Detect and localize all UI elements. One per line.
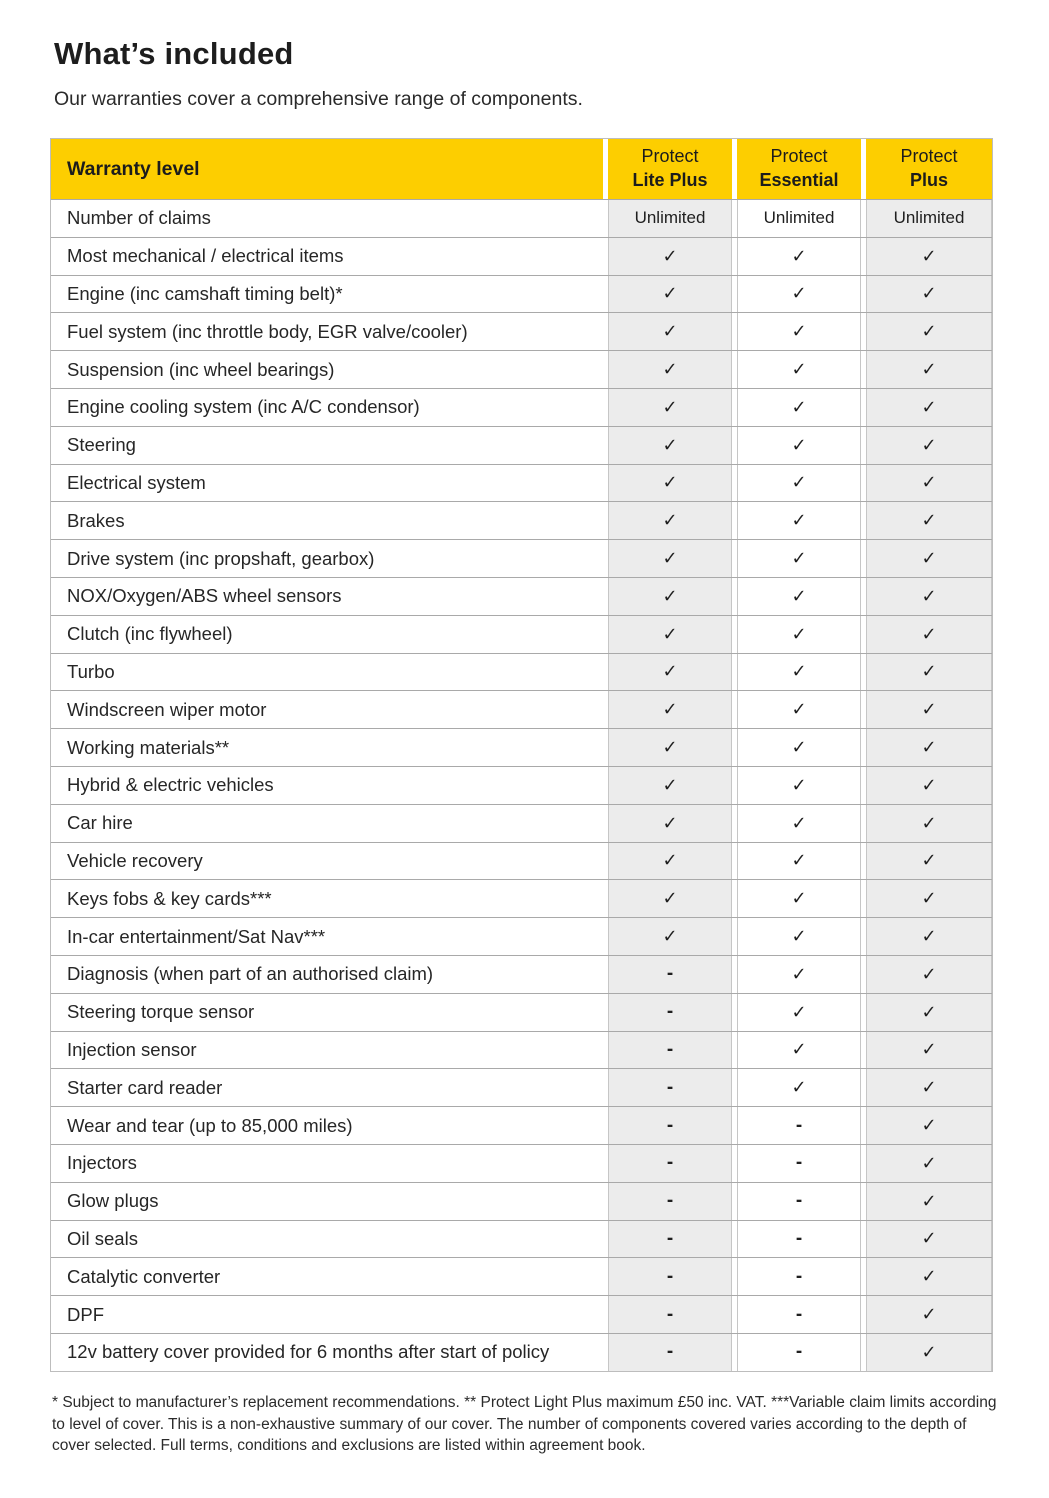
cell-protect-plus: ✓ — [866, 1183, 992, 1220]
table-row — [51, 804, 992, 842]
cell-protect-lite-plus: - — [608, 1069, 732, 1106]
table-row — [51, 1068, 992, 1106]
cell-protect-lite-plus: ✓ — [608, 540, 732, 577]
cell-protect-essential: - — [737, 1296, 861, 1333]
cell-protect-plus: ✓ — [866, 994, 992, 1031]
table-row — [51, 350, 992, 388]
cell-protect-essential: ✓ — [737, 880, 861, 917]
cell-protect-essential: ✓ — [737, 389, 861, 426]
cell-protect-lite-plus: ✓ — [608, 691, 732, 728]
table-row — [51, 1295, 992, 1333]
cell-protect-plus: ✓ — [866, 729, 992, 766]
row-label: NOX/Oxygen/ABS wheel sensors — [67, 585, 342, 607]
cell-protect-lite-plus: ✓ — [608, 616, 732, 653]
cell-protect-lite-plus: - — [608, 994, 732, 1031]
row-label: Windscreen wiper motor — [67, 698, 267, 720]
cell-protect-lite-plus: - — [608, 1221, 732, 1258]
warranty-comparison-table — [50, 138, 993, 1372]
cell-protect-plus: Unlimited — [866, 200, 992, 237]
cell-protect-essential: ✓ — [737, 1069, 861, 1106]
cell-protect-lite-plus: - — [608, 1183, 732, 1220]
cell-protect-plus: ✓ — [866, 1296, 992, 1333]
page-title: What’s included — [54, 36, 294, 71]
cell-protect-essential: ✓ — [737, 578, 861, 615]
cell-protect-essential: ✓ — [737, 654, 861, 691]
row-label: Starter card reader — [67, 1076, 223, 1098]
cell-protect-lite-plus: ✓ — [608, 578, 732, 615]
table-row — [51, 766, 992, 804]
table-row — [51, 1031, 992, 1069]
header-protect-plus-line1: Protect — [900, 146, 958, 167]
cell-protect-essential: ✓ — [737, 767, 861, 804]
cell-protect-lite-plus: ✓ — [608, 427, 732, 464]
row-label: Engine (inc camshaft timing belt)* — [67, 282, 343, 304]
cell-protect-plus: ✓ — [866, 313, 992, 350]
cell-protect-essential: - — [737, 1221, 861, 1258]
row-label: Oil seals — [67, 1227, 138, 1249]
cell-protect-essential: ✓ — [737, 616, 861, 653]
cell-protect-essential: - — [737, 1145, 861, 1182]
cell-protect-essential: ✓ — [737, 427, 861, 464]
row-label: Fuel system (inc throttle body, EGR valve/cooler) — [67, 320, 468, 342]
cell-protect-essential: ✓ — [737, 843, 861, 880]
table-row — [51, 1106, 992, 1144]
row-label: DPF — [67, 1303, 104, 1325]
row-label: Electrical system — [67, 471, 206, 493]
header-protect-essential-line2: Essential — [759, 170, 839, 190]
cell-protect-lite-plus: ✓ — [608, 654, 732, 691]
cell-protect-essential: ✓ — [737, 502, 861, 539]
cell-protect-lite-plus: ✓ — [608, 313, 732, 350]
cell-protect-plus: ✓ — [866, 389, 992, 426]
cell-protect-plus: ✓ — [866, 956, 992, 993]
header-protect-lite-plus-line1: Protect — [641, 146, 699, 167]
row-label: Glow plugs — [67, 1190, 159, 1212]
cell-protect-lite-plus: Unlimited — [608, 200, 732, 237]
cell-protect-plus: ✓ — [866, 843, 992, 880]
cell-protect-lite-plus: ✓ — [608, 843, 732, 880]
table-row — [51, 275, 992, 313]
table-row — [51, 199, 992, 237]
table-row — [51, 1182, 992, 1220]
cell-protect-plus: ✓ — [866, 1258, 992, 1295]
cell-protect-lite-plus: - — [608, 1334, 732, 1371]
cell-protect-lite-plus: ✓ — [608, 351, 732, 388]
cell-protect-lite-plus: - — [608, 956, 732, 993]
row-label: In-car entertainment/Sat Nav*** — [67, 925, 326, 947]
cell-protect-essential: ✓ — [737, 691, 861, 728]
table-row — [51, 993, 992, 1031]
cell-protect-plus: ✓ — [866, 767, 992, 804]
cell-protect-essential: ✓ — [737, 351, 861, 388]
cell-protect-plus: ✓ — [866, 1145, 992, 1182]
cell-protect-essential: ✓ — [737, 1032, 861, 1069]
header-protect-lite-plus-line2: Lite Plus — [632, 170, 708, 190]
cell-protect-essential: ✓ — [737, 956, 861, 993]
cell-protect-plus: ✓ — [866, 805, 992, 842]
row-label: Injection sensor — [67, 1038, 197, 1060]
table-body — [51, 199, 992, 1371]
cell-protect-plus: ✓ — [866, 691, 992, 728]
cell-protect-plus: ✓ — [866, 427, 992, 464]
cell-protect-plus: ✓ — [866, 880, 992, 917]
cell-protect-lite-plus: ✓ — [608, 918, 732, 955]
cell-protect-essential: ✓ — [737, 918, 861, 955]
cell-protect-lite-plus: ✓ — [608, 767, 732, 804]
cell-protect-lite-plus: - — [608, 1032, 732, 1069]
cell-protect-essential: ✓ — [737, 238, 861, 275]
cell-protect-lite-plus: ✓ — [608, 880, 732, 917]
cell-protect-essential: ✓ — [737, 729, 861, 766]
table-row — [51, 728, 992, 766]
table-row — [51, 917, 992, 955]
cell-protect-lite-plus: - — [608, 1107, 732, 1144]
table-row — [51, 842, 992, 880]
cell-protect-lite-plus: - — [608, 1258, 732, 1295]
table-row — [51, 615, 992, 653]
header-protect-essential — [737, 139, 861, 199]
cell-protect-plus: ✓ — [866, 654, 992, 691]
cell-protect-lite-plus: - — [608, 1145, 732, 1182]
cell-protect-plus: ✓ — [866, 276, 992, 313]
row-label: Most mechanical / electrical items — [67, 245, 344, 267]
header-protect-lite-plus — [608, 139, 732, 199]
row-label: Catalytic converter — [67, 1265, 221, 1287]
cell-protect-plus: ✓ — [866, 616, 992, 653]
cell-protect-lite-plus: ✓ — [608, 805, 732, 842]
table-row — [51, 388, 992, 426]
table-row — [51, 539, 992, 577]
row-label: Brakes — [67, 509, 125, 531]
row-label: Drive system (inc propshaft, gearbox) — [67, 547, 375, 569]
table-row — [51, 879, 992, 917]
cell-protect-essential: ✓ — [737, 805, 861, 842]
page-subtitle: Our warranties cover a comprehensive range of components. — [54, 88, 583, 110]
cell-protect-plus: ✓ — [866, 578, 992, 615]
cell-protect-plus: ✓ — [866, 351, 992, 388]
cell-protect-essential: - — [737, 1183, 861, 1220]
row-label: Clutch (inc flywheel) — [67, 623, 233, 645]
header-protect-plus-line2: Plus — [909, 170, 948, 190]
row-label: Steering — [67, 434, 136, 456]
row-label: Diagnosis (when part of an authorised claim) — [67, 963, 434, 985]
table-row — [51, 501, 992, 539]
header-protect-essential-line1: Protect — [770, 146, 828, 167]
cell-protect-plus: ✓ — [866, 1107, 992, 1144]
footnote: * Subject to manufacturer’s replacement recommendations. ** Protect Light Plus maximum £50 inc. VAT. ***Variable claim limits according to level of cover. This is a non-exhaustive summary of our cover. The number of components covered varies according to the depth of cover selected. Full terms, conditions and exclusions are listed within agreement book. — [52, 1394, 997, 1455]
row-label: Turbo — [67, 660, 115, 682]
cell-protect-plus: ✓ — [866, 918, 992, 955]
table-row — [51, 237, 992, 275]
cell-protect-essential: - — [737, 1334, 861, 1371]
table-row — [51, 955, 992, 993]
table-row — [51, 653, 992, 691]
row-label: Vehicle recovery — [67, 849, 203, 871]
cell-protect-lite-plus: ✓ — [608, 276, 732, 313]
cell-protect-essential: ✓ — [737, 994, 861, 1031]
cell-protect-essential: ✓ — [737, 313, 861, 350]
cell-protect-plus: ✓ — [866, 502, 992, 539]
cell-protect-essential: - — [737, 1107, 861, 1144]
cell-protect-lite-plus: - — [608, 1296, 732, 1333]
table-row — [51, 1220, 992, 1258]
cell-protect-essential: - — [737, 1258, 861, 1295]
cell-protect-plus: ✓ — [866, 1221, 992, 1258]
header-protect-plus — [866, 139, 992, 199]
row-label: Car hire — [67, 812, 133, 834]
cell-protect-lite-plus: ✓ — [608, 729, 732, 766]
cell-protect-plus: ✓ — [866, 238, 992, 275]
table-row — [51, 1257, 992, 1295]
cell-protect-plus: ✓ — [866, 1334, 992, 1371]
row-label: Keys fobs & key cards*** — [67, 887, 272, 909]
row-label: Injectors — [67, 1152, 137, 1174]
cell-protect-lite-plus: ✓ — [608, 502, 732, 539]
cell-protect-lite-plus: ✓ — [608, 238, 732, 275]
cell-protect-plus: ✓ — [866, 1032, 992, 1069]
cell-protect-plus: ✓ — [866, 540, 992, 577]
row-label: Number of claims — [67, 207, 211, 229]
cell-protect-essential: ✓ — [737, 540, 861, 577]
row-label: Suspension (inc wheel bearings) — [67, 358, 335, 380]
cell-protect-lite-plus: ✓ — [608, 465, 732, 502]
cell-protect-essential: ✓ — [737, 465, 861, 502]
table-row — [51, 464, 992, 502]
row-label: 12v battery cover provided for 6 months after start of policy — [67, 1341, 550, 1363]
row-label: Steering torque sensor — [67, 1001, 255, 1023]
cell-protect-essential: ✓ — [737, 276, 861, 313]
row-label: Working materials** — [67, 736, 230, 758]
header-warranty-level: Warranty level — [51, 139, 603, 199]
table-row — [51, 1144, 992, 1182]
cell-protect-essential: Unlimited — [737, 200, 861, 237]
row-label: Hybrid & electric vehicles — [67, 774, 274, 796]
table-row — [51, 312, 992, 350]
table-row — [51, 690, 992, 728]
row-label: Wear and tear (up to 85,000 miles) — [67, 1114, 353, 1136]
cell-protect-lite-plus: ✓ — [608, 389, 732, 426]
table-row — [51, 1333, 992, 1371]
cell-protect-plus: ✓ — [866, 465, 992, 502]
table-header-row — [51, 139, 992, 199]
table-row — [51, 577, 992, 615]
table-row — [51, 426, 992, 464]
row-label: Engine cooling system (inc A/C condensor) — [67, 396, 420, 418]
cell-protect-plus: ✓ — [866, 1069, 992, 1106]
